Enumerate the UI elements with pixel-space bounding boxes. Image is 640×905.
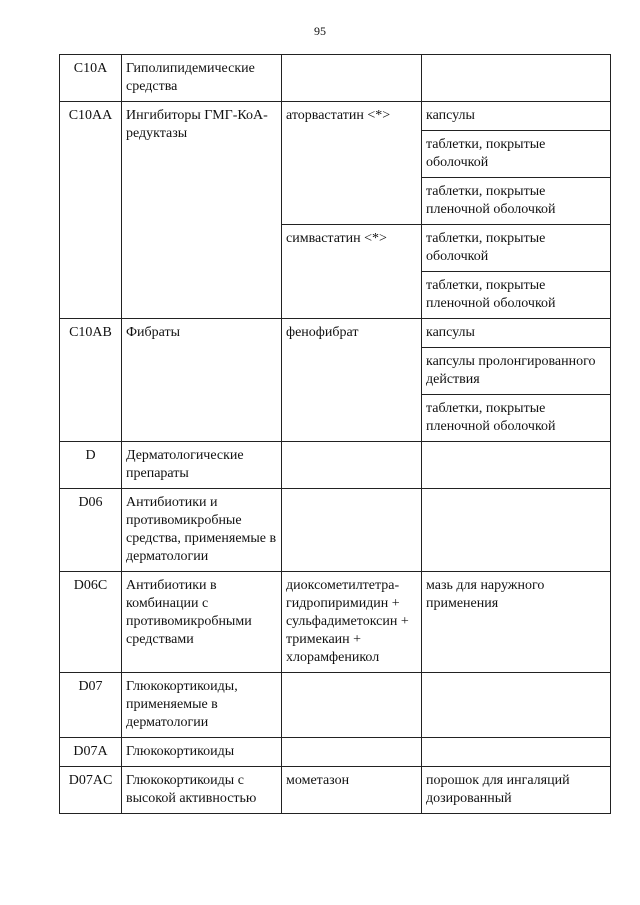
drug-name: диоксометилтетра-гидропиримидин + сульфадиметоксин + тримекаин + хлорамфеникол xyxy=(282,572,422,673)
atc-group: Антибиотики в комбинации с противомикробными средствами xyxy=(122,572,282,673)
atc-code: D06C xyxy=(60,572,122,673)
drug-name xyxy=(282,442,422,489)
atc-group: Антибиотики и противомикробные средства, применяемые в дерматологии xyxy=(122,489,282,572)
table-row xyxy=(60,489,611,572)
dosage-form: таблетки, покрытые пленочной оболочкой xyxy=(422,272,611,319)
drug-name: фенофибрат xyxy=(282,319,422,442)
dosage-form: капсулы пролонгированного действия xyxy=(422,348,611,395)
atc-group: Глюкокортикоиды xyxy=(122,738,282,767)
atc-code: D07A xyxy=(60,738,122,767)
table-row xyxy=(60,442,611,489)
dosage-form: таблетки, покрытые пленочной оболочкой xyxy=(422,395,611,442)
atc-code: C10AA xyxy=(60,102,122,319)
dosage-form: мазь для наружного применения xyxy=(422,572,611,673)
atc-code: C10A xyxy=(60,55,122,102)
atc-code: D xyxy=(60,442,122,489)
atc-group: Глюкокортикоиды, применяемые в дерматологии xyxy=(122,673,282,738)
dosage-form xyxy=(422,738,611,767)
table-row xyxy=(60,319,611,348)
atc-code: D06 xyxy=(60,489,122,572)
dosage-form: порошок для ингаляций дозированный xyxy=(422,767,611,814)
table-row xyxy=(60,673,611,738)
drug-name xyxy=(282,673,422,738)
atc-group: Фибраты xyxy=(122,319,282,442)
drug-name: аторвастатин <*> xyxy=(282,102,422,225)
dosage-form: капсулы xyxy=(422,319,611,348)
atc-code: D07AC xyxy=(60,767,122,814)
drug-name: симвастатин <*> xyxy=(282,225,422,319)
table-row xyxy=(60,738,611,767)
dosage-form xyxy=(422,489,611,572)
atc-group: Ингибиторы ГМГ-КоА-редуктазы xyxy=(122,102,282,319)
page-number: 95 xyxy=(314,24,326,38)
drug-table xyxy=(59,54,611,814)
table-row xyxy=(60,55,611,102)
atc-group: Дерматологические препараты xyxy=(122,442,282,489)
dosage-form: таблетки, покрытые оболочкой xyxy=(422,131,611,178)
dosage-form: капсулы xyxy=(422,102,611,131)
table-row xyxy=(60,767,611,814)
dosage-form xyxy=(422,673,611,738)
table-row xyxy=(60,102,611,131)
atc-code: C10AB xyxy=(60,319,122,442)
atc-group: Глюкокортикоиды с высокой активностью xyxy=(122,767,282,814)
drug-name xyxy=(282,55,422,102)
drug-name xyxy=(282,738,422,767)
dosage-form xyxy=(422,442,611,489)
atc-code: D07 xyxy=(60,673,122,738)
dosage-form xyxy=(422,55,611,102)
dosage-form: таблетки, покрытые оболочкой xyxy=(422,225,611,272)
dosage-form: таблетки, покрытые пленочной оболочкой xyxy=(422,178,611,225)
drug-name xyxy=(282,489,422,572)
atc-group: Гиполипидемические средства xyxy=(122,55,282,102)
drug-name: мометазон xyxy=(282,767,422,814)
table-row xyxy=(60,572,611,673)
